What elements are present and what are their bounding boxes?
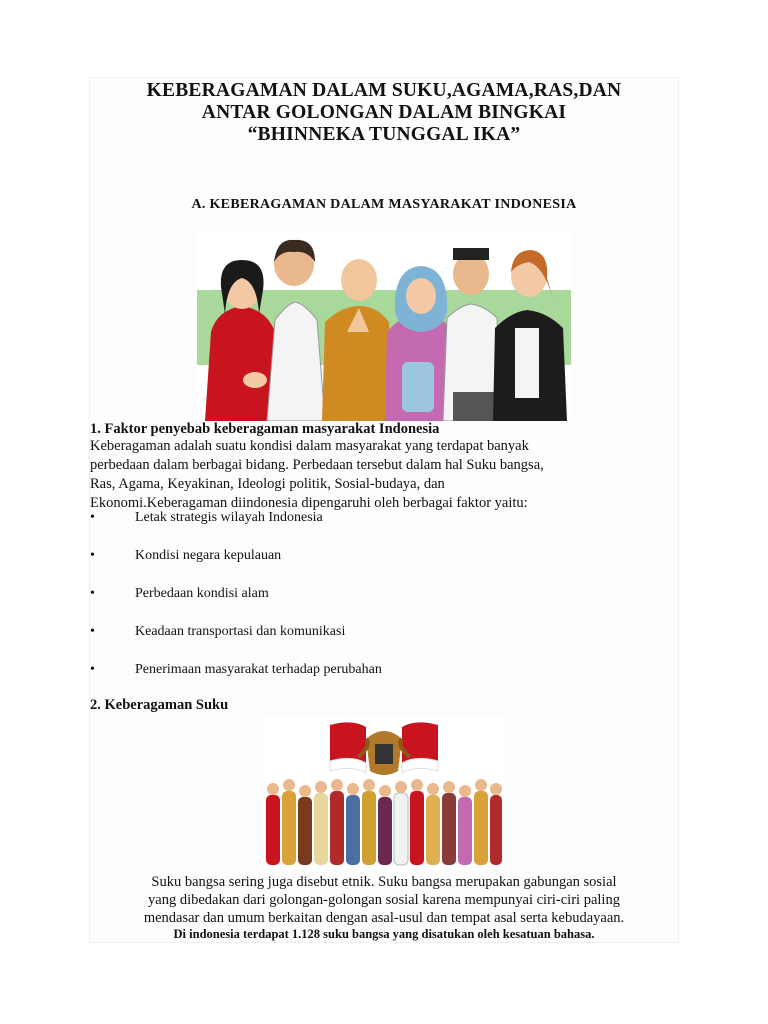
section-1-paragraph	[90, 437, 660, 513]
section-a-heading: A. KEBERAGAMAN DALAM MASYARAKAT INDONESIA	[191, 197, 577, 212]
title-line-1: KEBERAGAMAN DALAM SUKU,AGAMA,RAS,DAN	[146, 80, 622, 101]
paragraph-line: yang dibedakan dari golongan-golongan sosial karena mempunyai ciri-ciri paling	[148, 892, 620, 908]
list-item-text: Penerimaan masyarakat terhadap perubahan	[135, 662, 382, 677]
paragraph-line: Suku bangsa sering juga disebut etnik. Suku bangsa merupakan gabungan sosial	[151, 874, 617, 890]
paragraph-line: Ras, Agama, Keyakinan, Ideologi politik, Sosial-budaya, dan	[90, 476, 445, 492]
list-item-text: Keadaan transportasi dan komunikasi	[135, 624, 346, 639]
bullet-icon: •	[90, 662, 95, 677]
ethnic-count-note: Di indonesia terdapat 1.128 suku bangsa yang disatukan oleh kesatuan bahasa.	[173, 927, 595, 941]
bullet-icon: •	[90, 548, 95, 563]
section-2-paragraph	[90, 873, 678, 927]
list-item-text: Kondisi negara kepulauan	[135, 548, 282, 563]
paragraph-line: Keberagaman adalah suatu kondisi dalam masyarakat yang terdapat banyak	[90, 438, 529, 454]
paragraph-line: perbedaan dalam berbagai bidang. Perbedaan tersebut dalam hal Suku bangsa,	[90, 457, 544, 473]
diverse-people-illustration	[197, 232, 571, 421]
list-item-text: Letak strategis wilayah Indonesia	[135, 510, 323, 525]
list-item-text: Perbedaan kondisi alam	[135, 586, 269, 601]
paragraph-line: mendasar dan umum berkaitan dengan asal-usul dan tempat asal serta kebudayaan.	[143, 910, 625, 926]
title-line-2: ANTAR GOLONGAN DALAM BINGKAI	[201, 102, 567, 123]
bullet-icon: •	[90, 586, 95, 601]
bullet-icon: •	[90, 624, 95, 639]
ethnic-groups-illustration	[262, 717, 506, 871]
paragraph-line: Ekonomi.Keberagaman diindonesia dipengaruhi oleh berbagai faktor yaitu:	[90, 495, 528, 511]
title-line-3: “BHINNEKA TUNGGAL IKA”	[247, 124, 521, 145]
section-1-heading: 1. Faktor penyebab keberagaman masyarakat Indonesia	[90, 421, 440, 437]
section-2-heading: 2. Keberagaman Suku	[90, 697, 229, 713]
document-title	[90, 80, 678, 146]
bullet-icon: •	[90, 510, 95, 525]
